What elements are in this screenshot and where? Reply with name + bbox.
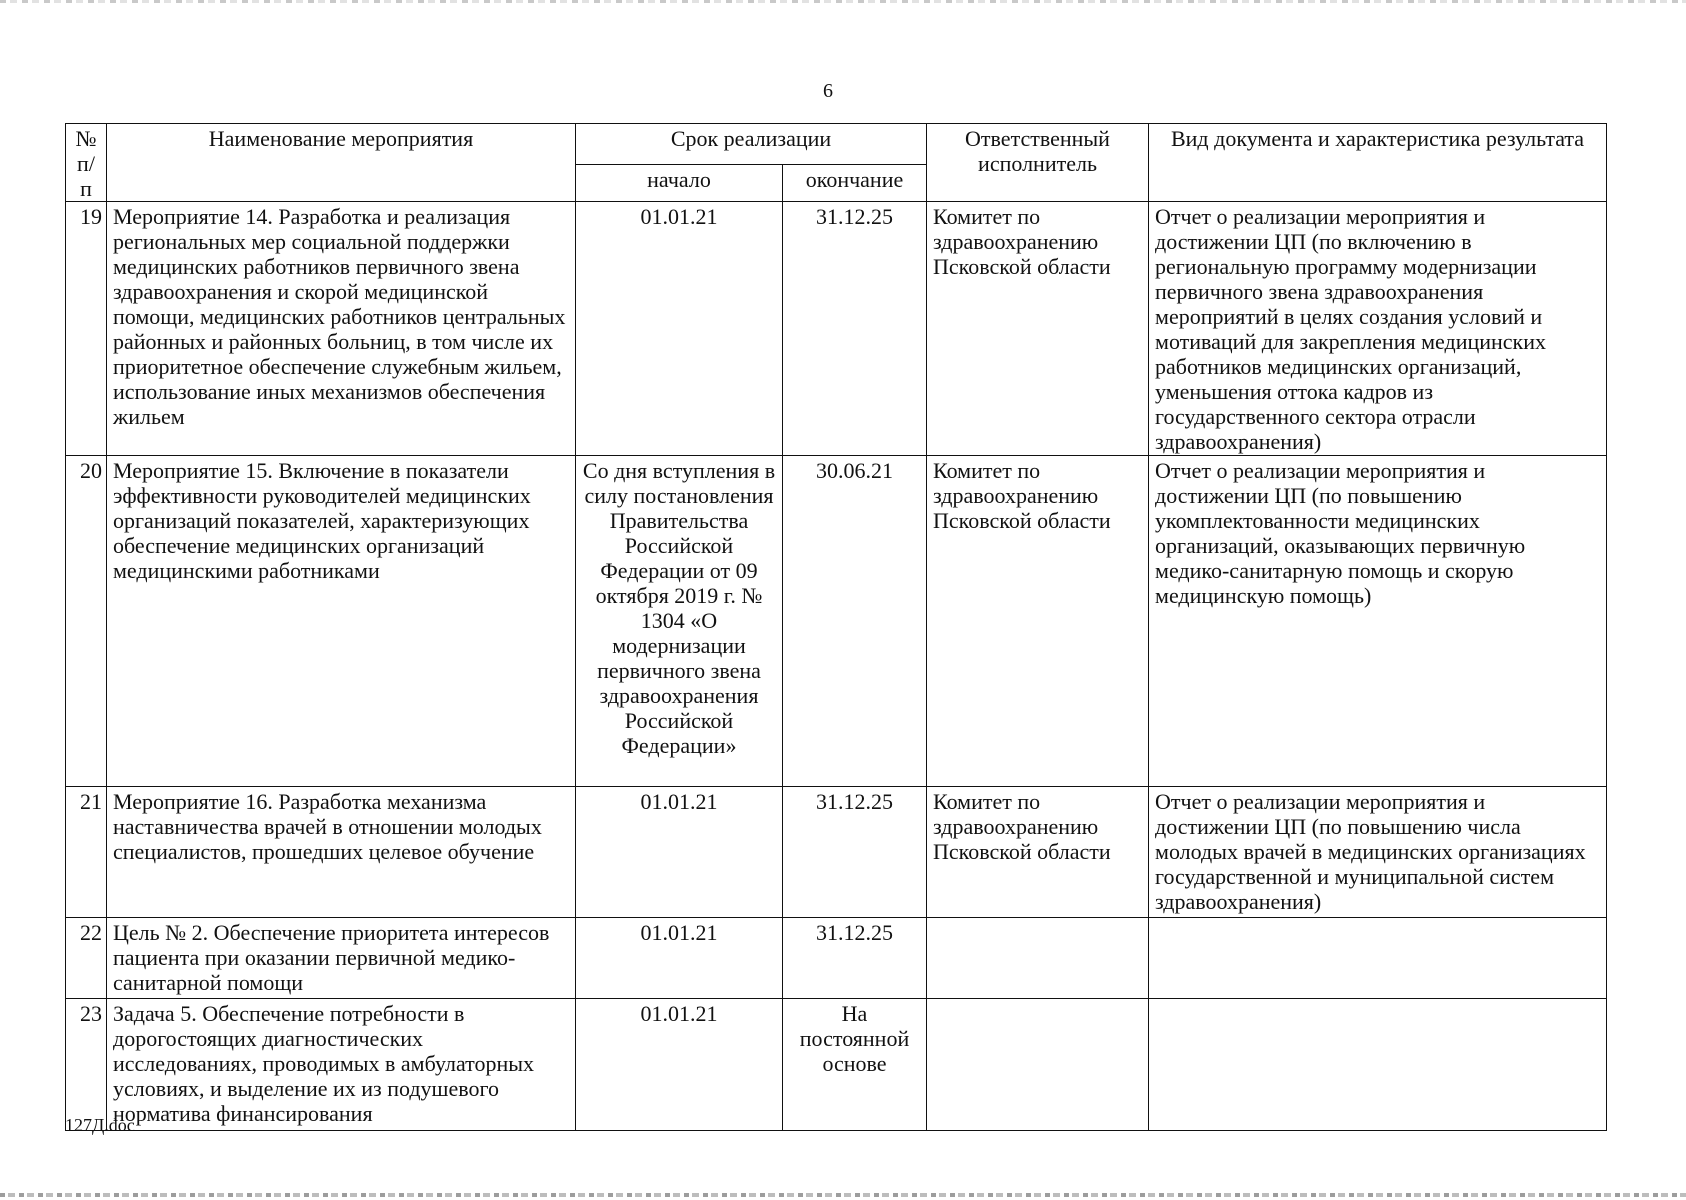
table-row (66, 456, 1607, 787)
table-row (66, 999, 1607, 1131)
row-end: 31.12.25 (783, 918, 927, 999)
header-executor: Ответственный исполнитель (927, 124, 1149, 202)
row-name: Мероприятие 16. Разработка механизма наставничества врачей в отношении молодых специалистов, прошедших целевое обучение (107, 787, 576, 918)
scan-bottom-edge (0, 1193, 1686, 1197)
row-result (1149, 999, 1607, 1131)
header-start: начало (576, 164, 783, 201)
row-name: Мероприятие 15. Включение в показатели эффективности руководителей медицинских организаций показателей, характеризующих обеспечение медицинских организаций медицинскими работниками (107, 456, 576, 787)
row-name: Задача 5. Обеспечение потребности в дорогостоящих диагностических исследованиях, проводимых в амбулаторных условиях, и выделение их из подушевого норматива финансирования (107, 999, 576, 1131)
table-row (66, 202, 1607, 456)
table-header (66, 124, 1607, 202)
row-result: Отчет о реализации мероприятия и достижении ЦП (по повышению укомплектованности медицинских организаций, оказывающих первичную медико-санитарную помощь и скорую медицинскую помощь) (1149, 456, 1607, 787)
row-num: 20 (66, 456, 107, 787)
row-start: 01.01.21 (576, 999, 783, 1131)
row-end: 31.12.25 (783, 787, 927, 918)
row-name: Мероприятие 14. Разработка и реализация региональных мер социальной поддержки медицинских работников первичного звена здравоохранения и скорой медицинской помощи, медицинских работников центральных районных и районных больниц, в том числе их приоритетное обеспечение служебным жильем, использование иных механизмов обеспечения жильем (107, 202, 576, 456)
table-row (66, 787, 1607, 918)
row-executor: Комитет по здравоохранению Псковской области (927, 202, 1149, 456)
footer-file-name: 127Д.doc (65, 1115, 135, 1135)
row-start: 01.01.21 (576, 787, 783, 918)
header-result: Вид документа и характеристика результата (1149, 124, 1607, 202)
row-end: На постоянной основе (783, 999, 927, 1131)
row-end: 30.06.21 (783, 456, 927, 787)
row-end: 31.12.25 (783, 202, 927, 456)
row-num: 23 (66, 999, 107, 1131)
row-executor: Комитет по здравоохранению Псковской области (927, 456, 1149, 787)
row-num: 22 (66, 918, 107, 999)
row-executor: Комитет по здравоохранению Псковской области (927, 787, 1149, 918)
measures-table (65, 123, 1607, 1131)
row-name: Цель № 2. Обеспечение приоритета интересов пациента при оказании первичной медико-санитарной помощи (107, 918, 576, 999)
header-name: Наименование мероприятия (107, 124, 576, 202)
header-end: окончание (783, 164, 927, 201)
row-start: 01.01.21 (576, 202, 783, 456)
row-start: Со дня вступления в силу постановления Правительства Российской Федерации от 09 октября 2019 г. № 1304 «О модернизации первичного звена здравоохранения Российской Федерации» (576, 456, 783, 787)
row-executor (927, 999, 1149, 1131)
row-result: Отчет о реализации мероприятия и достижении ЦП (по повышению числа молодых врачей в медицинских организациях государственной и муниципальной систем здравоохранения) (1149, 787, 1607, 918)
header-period: Срок реализации (576, 124, 927, 165)
table-row (66, 918, 1607, 999)
row-start: 01.01.21 (576, 918, 783, 999)
row-result (1149, 918, 1607, 999)
scan-top-edge (0, 0, 1686, 3)
row-executor (927, 918, 1149, 999)
row-result: Отчет о реализации мероприятия и достижении ЦП (по включению в региональную программу модернизации первичного звена здравоохранения мероприятий в целях создания условий и мотиваций для закрепления медицинских работников медицинских организаций, уменьшения оттока кадров из государственного сектора отрасли здравоохранения) (1149, 202, 1607, 456)
header-num: № п/п (66, 124, 107, 202)
page-number: 6 (823, 80, 833, 102)
row-num: 21 (66, 787, 107, 918)
row-num: 19 (66, 202, 107, 456)
